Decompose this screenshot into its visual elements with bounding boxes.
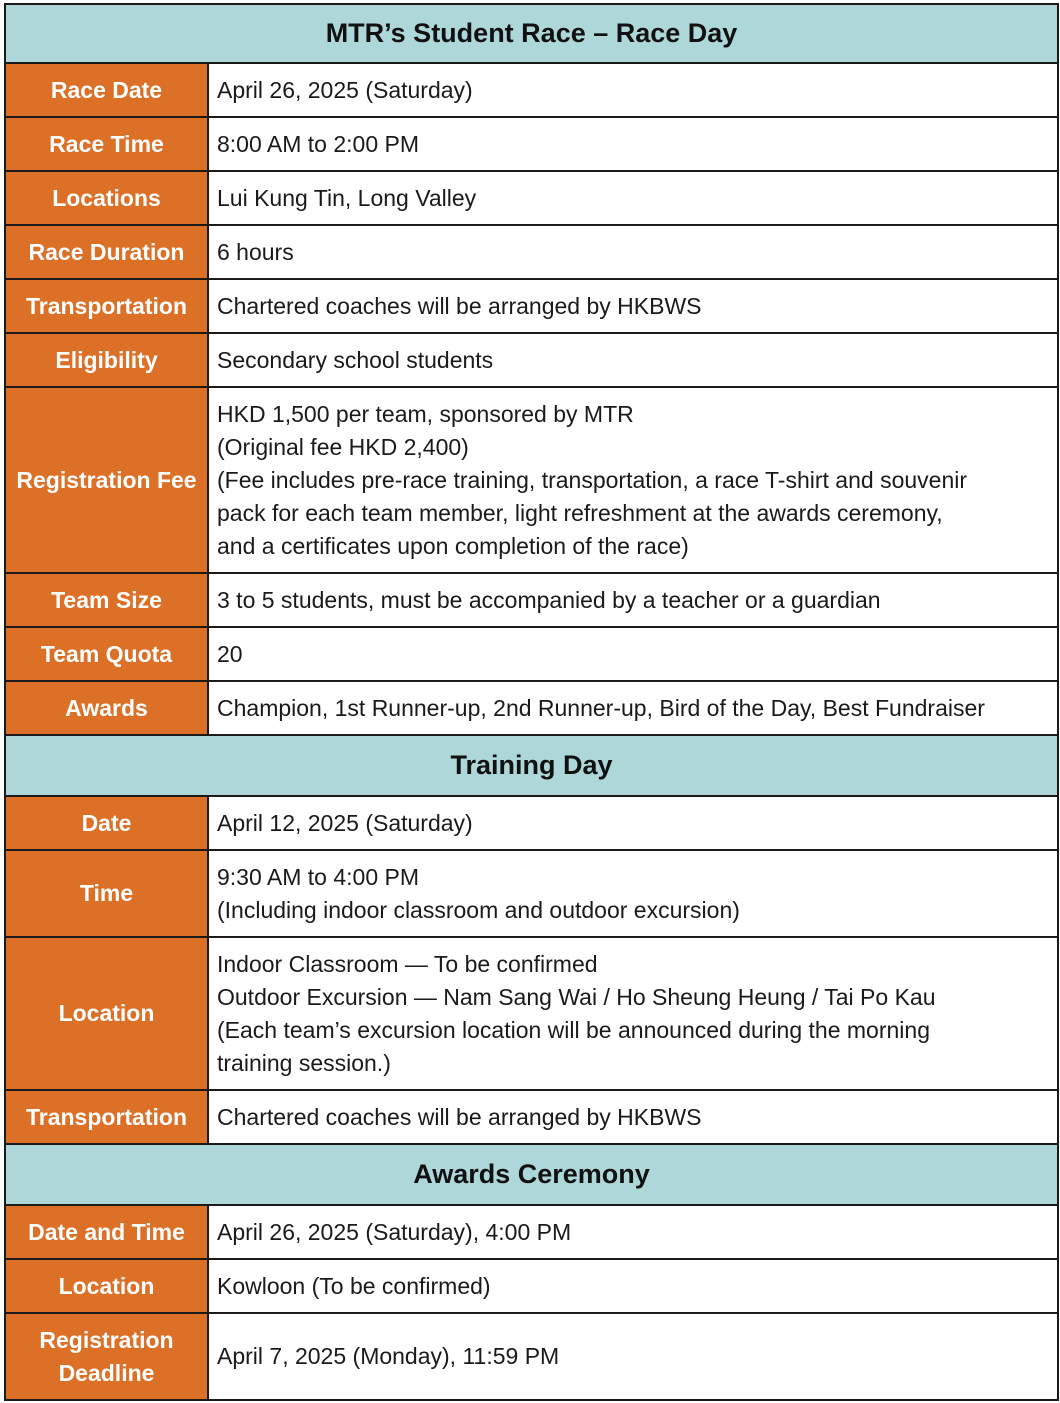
table-row xyxy=(5,1259,1058,1313)
row-value: HKD 1,500 per team, sponsored by MTR (Original fee HKD 2,400) (Fee includes pre-race training, transportation, a race T-shirt and souvenir pack for each team member, light refreshment at the awards ceremony, and a certificates upon completion of the race) xyxy=(208,387,1058,573)
section-title: Awards Ceremony xyxy=(5,1144,1058,1205)
row-value: 3 to 5 students, must be accompanied by a teacher or a guardian xyxy=(208,573,1058,627)
row-label: Transportation xyxy=(5,279,208,333)
row-label: Date xyxy=(5,796,208,850)
table-row xyxy=(5,225,1058,279)
row-label: Time xyxy=(5,850,208,937)
table-row xyxy=(5,1090,1058,1144)
table-row xyxy=(5,333,1058,387)
section-header-awards-ceremony xyxy=(5,1144,1058,1205)
row-label: Transportation xyxy=(5,1090,208,1144)
row-value: Chartered coaches will be arranged by HKBWS xyxy=(208,279,1058,333)
row-value: 20 xyxy=(208,627,1058,681)
section-header-training-day xyxy=(5,735,1058,796)
section-header-race-day xyxy=(5,4,1058,63)
table-row xyxy=(5,850,1058,937)
table-row xyxy=(5,387,1058,573)
row-value: Kowloon (To be confirmed) xyxy=(208,1259,1058,1313)
row-label: Location xyxy=(5,1259,208,1313)
row-value: April 26, 2025 (Saturday), 4:00 PM xyxy=(208,1205,1058,1259)
table-row xyxy=(5,937,1058,1090)
table-row xyxy=(5,681,1058,735)
row-label: Race Time xyxy=(5,117,208,171)
table-row xyxy=(5,796,1058,850)
row-label: Eligibility xyxy=(5,333,208,387)
row-value: Indoor Classroom — To be confirmed Outdoor Excursion — Nam Sang Wai / Ho Sheung Heung / Tai Po Kau (Each team’s excursion location will be announced during the morning training session.) xyxy=(208,937,1058,1090)
table-row xyxy=(5,573,1058,627)
row-label: Locations xyxy=(5,171,208,225)
row-label: Race Duration xyxy=(5,225,208,279)
row-value: Secondary school students xyxy=(208,333,1058,387)
row-label: Location xyxy=(5,937,208,1090)
table-row xyxy=(5,1205,1058,1259)
section-title: MTR’s Student Race – Race Day xyxy=(5,4,1058,63)
row-label: Awards xyxy=(5,681,208,735)
row-value: 8:00 AM to 2:00 PM xyxy=(208,117,1058,171)
row-value: Champion, 1st Runner-up, 2nd Runner-up, Bird of the Day, Best Fundraiser xyxy=(208,681,1058,735)
row-label: Race Date xyxy=(5,63,208,117)
event-info-table xyxy=(4,3,1059,1401)
row-value: April 26, 2025 (Saturday) xyxy=(208,63,1058,117)
table-row xyxy=(5,1313,1058,1400)
row-label: Registration Deadline xyxy=(5,1313,208,1400)
row-value: 9:30 AM to 4:00 PM (Including indoor classroom and outdoor excursion) xyxy=(208,850,1058,937)
row-value: 6 hours xyxy=(208,225,1058,279)
table-row xyxy=(5,627,1058,681)
table-row xyxy=(5,279,1058,333)
row-label: Registration Fee xyxy=(5,387,208,573)
row-label: Team Size xyxy=(5,573,208,627)
row-value: Lui Kung Tin, Long Valley xyxy=(208,171,1058,225)
table-row xyxy=(5,171,1058,225)
row-label: Team Quota xyxy=(5,627,208,681)
row-label: Date and Time xyxy=(5,1205,208,1259)
table-row xyxy=(5,63,1058,117)
row-value: Chartered coaches will be arranged by HKBWS xyxy=(208,1090,1058,1144)
row-value: April 12, 2025 (Saturday) xyxy=(208,796,1058,850)
row-value: April 7, 2025 (Monday), 11:59 PM xyxy=(208,1313,1058,1400)
table-row xyxy=(5,117,1058,171)
section-title: Training Day xyxy=(5,735,1058,796)
